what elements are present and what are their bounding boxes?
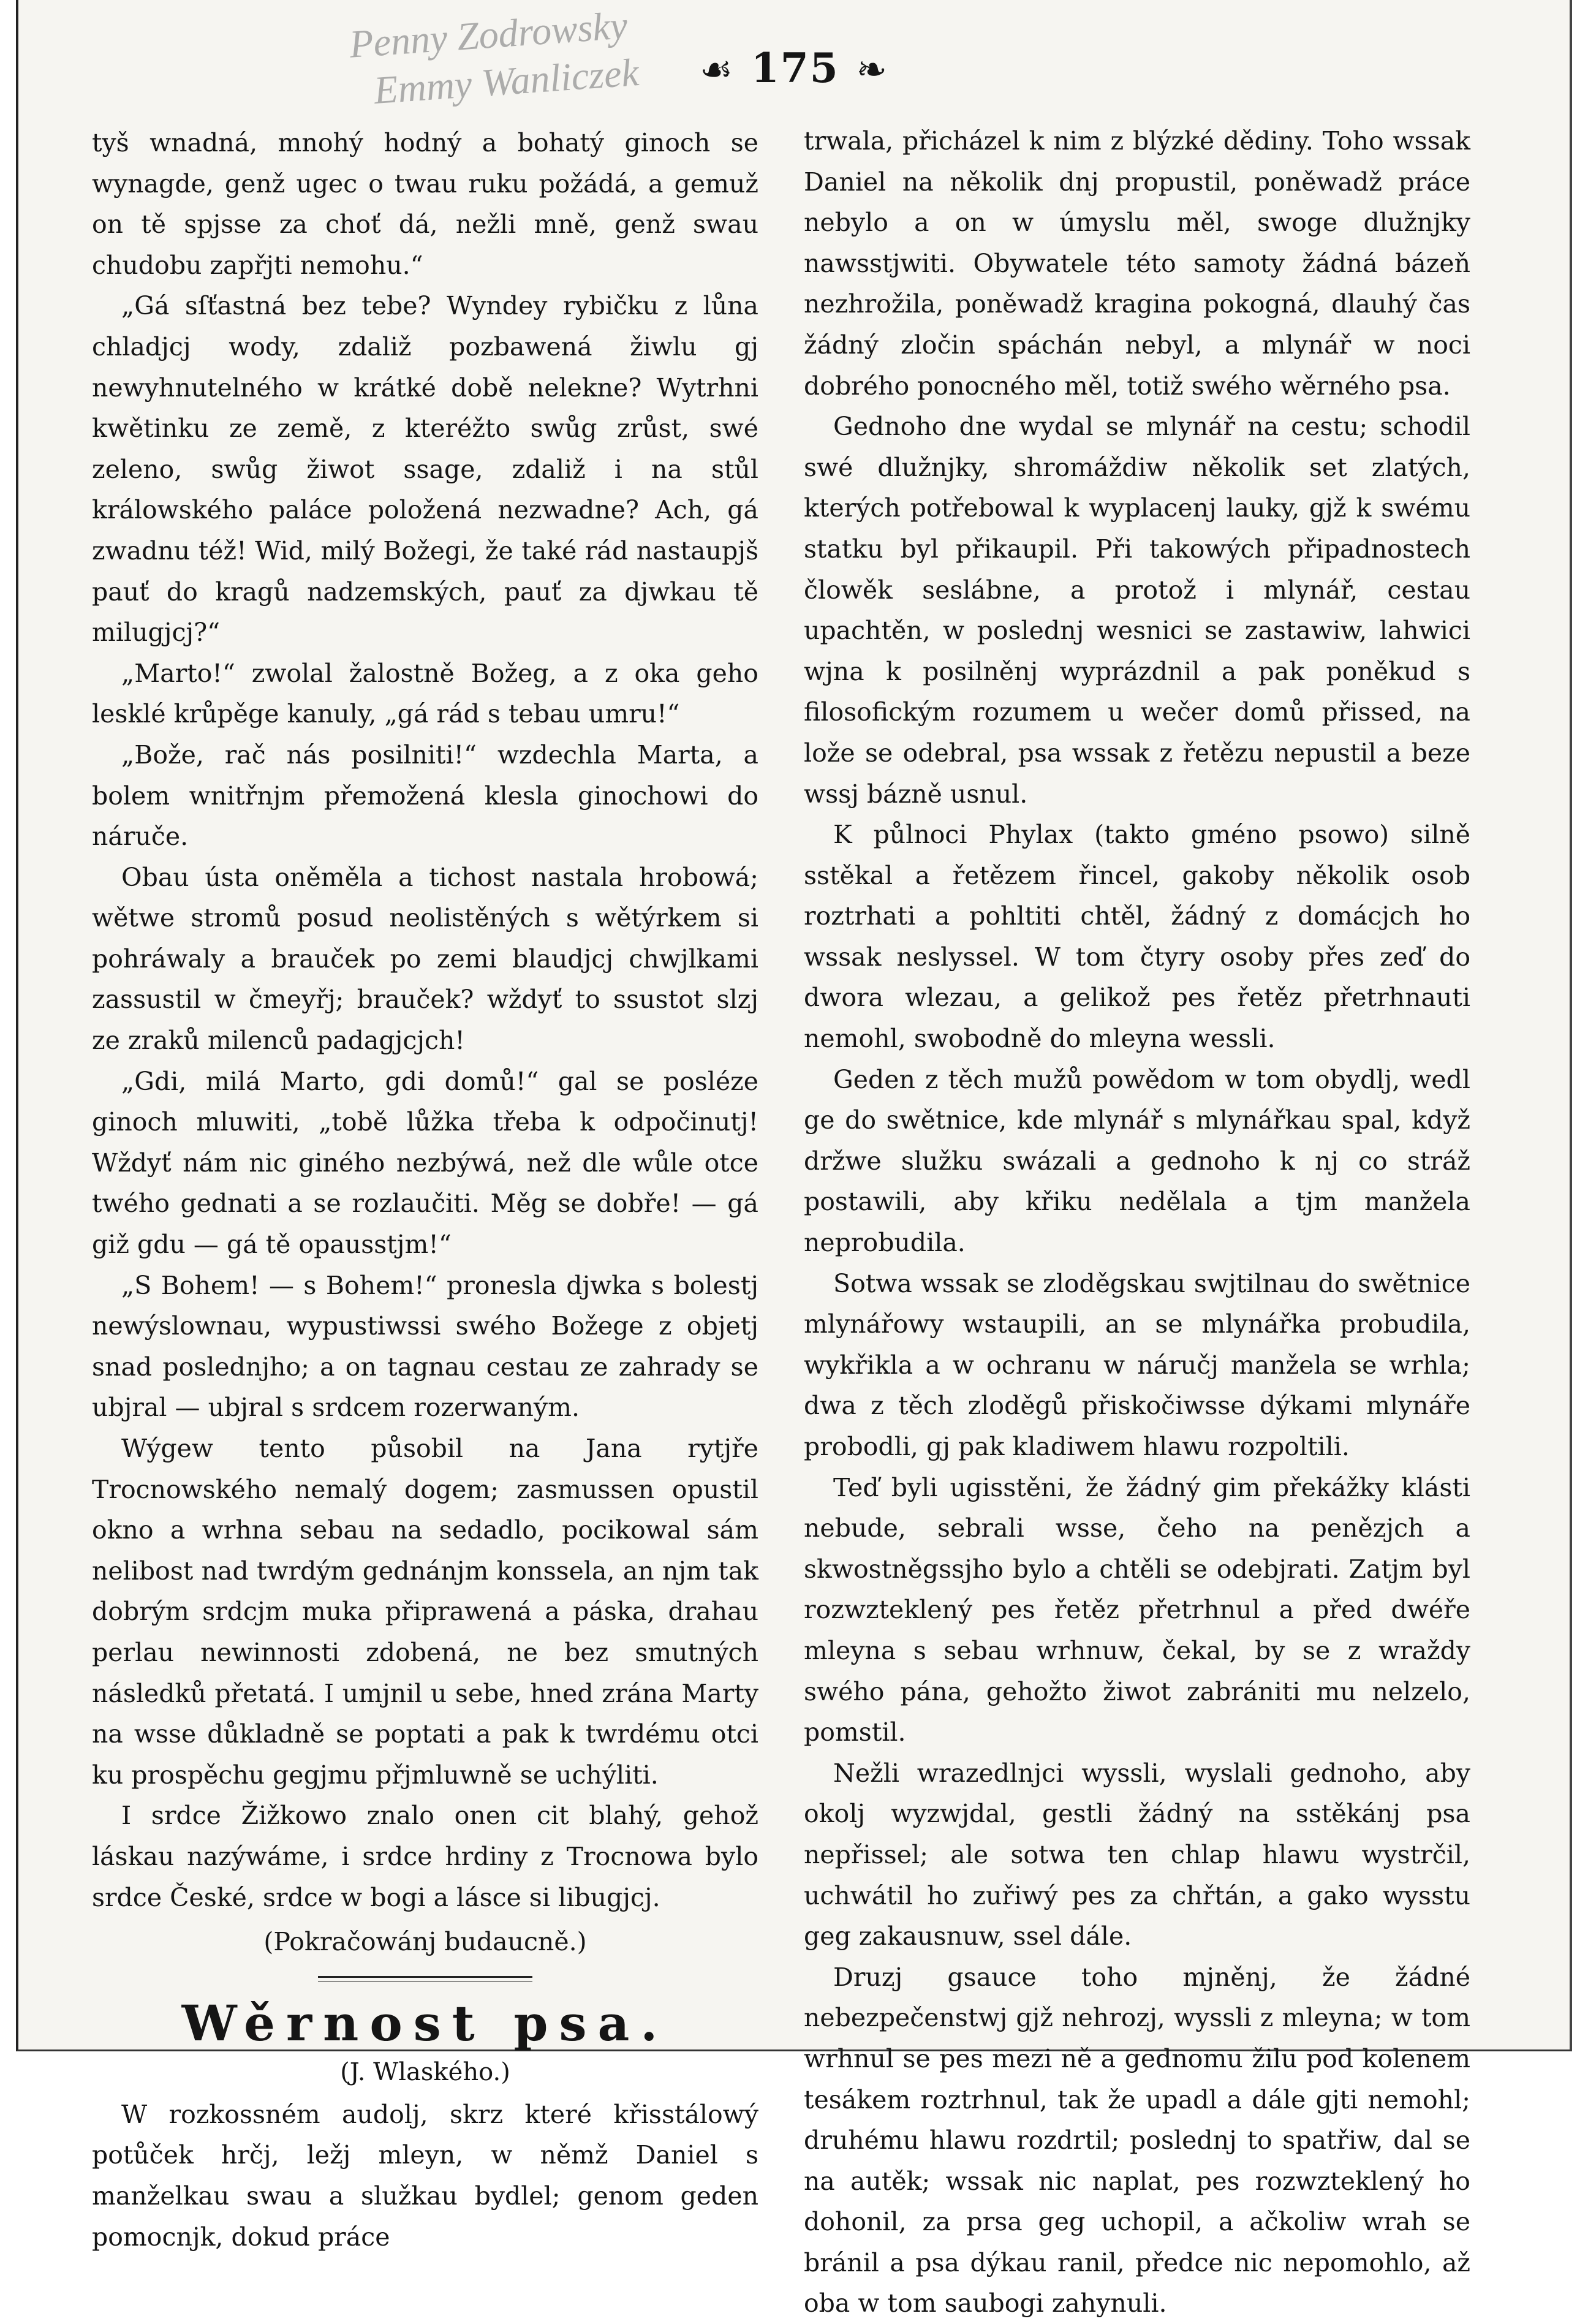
ornament-left-icon: ☙ <box>700 48 734 91</box>
paragraph: Druzj gsauce toho mjněnj, že žádné nebezpečenstwj gjž nehrozj, wyssli z mleyna; w tom wrhnul se pes mezi ně a gednomu žilu pod kolenem tesákem roztrhnul, tak že upadl a dále gjti nemohl; druhému hlawu rozdrtil; poslednj to spatřiw, dal se na autěk; wssak nic naplat, pes rozwzteklený ho dohonil, za prsa geg uchopil, a ačkoliw wrah se bránil a psa dýkau ranil, předce nic nepomohlo, až oba w tom saubogi zahynuli. <box>804 1962 1470 2318</box>
paragraph: W rozkossném audolj, skrz které křisstálowý potůček hrčj, ležj mleyn, w němž Daniel s manželkau swau a služkau bydlel; genom geden pomocnjk, dokud práce <box>92 2099 758 2252</box>
paragraph: Wýgew tento působil na Jana rytjře Trocnowského nemalý dogem; zasmussen opustil okno a wrhna sebau na sedadlo, pocikowal sám nelibost nad twrdým gednánjm konssela, an njm tak dobrým srdcjm muka připrawená a páska, drahau perlau newinnosti zdobená, ne bez smutných následků přetatá. I umjnil u sebe, hned zrána Marty na wsse důkladně se poptati a pak k twrdému otci ku prospěchu gegjmu přjmluwně se uchýliti. <box>92 1434 758 1790</box>
paragraph: Teď byli ugisstěni, že žádný gim překážky klásti nebude, sebrali wsse, čeho na penězjch a skwostněgssjho bylo a chtěli se odebjrati. Zatjm byl rozwzteklený pes řetěz přetrhnul a před dwéře mleyna s sebau wrhnuw, čekal, by se z wraždy swého pána, gehožto žiwot zabrániti mu nelzelo, pomstil. <box>804 1472 1470 1747</box>
signature-1: Penny Zodrowsky <box>348 3 629 66</box>
signature-2: Emmy Wanliczek <box>372 50 640 113</box>
paragraph: „Gdi, milá Marto, gdi domů!“ gal se posléze ginoch mluwiti, „tobě lůžka třeba k odpočinutj! Wždyť nám nic giného nezbýwá, než dle wůle otce twého gednati a se rozlaučiti. Měg se dobře! — gá giž gdu — gá tě opausstjm!“ <box>92 1066 758 1260</box>
paragraph: K půlnoci Phylax (takto gméno psowo) silně sstěkal a řetězem řincel, gakoby několik osob roztrhati a pohltiti chtěl, žádný z domácjch ho wssak neslyssel. W tom čtyry osoby přes zeď do dwora wlezau, a gelikož pes řetěz přetrhnauti nemohl, swobodně do mleyna wessli. <box>804 820 1470 1054</box>
paragraph: „Marto!“ zwolal žalostně Božeg, a z oka geho lesklé krůpěge kanuly, „gá rád s tebau umru!“ <box>92 658 758 729</box>
paragraph: „S Bohem! — s Bohem!“ pronesla djwka s bolestj newýslownau, wypustiwssi swého Božege z objetj snad poslednjho; a on tagnau cestau ze zahrady se ubjral — ubjral s srdcem rozerwaným. <box>92 1270 758 1423</box>
right-column <box>804 121 1470 2324</box>
paragraph: Nežli wrazedlnjci wyssli, wyslali gednoho, aby okolj wyzwjdal, gestli žádný na sstěkánj psa nepřissel; ale sotwa ten chlap hlawu wystrčil, uchwátil ho zuřiwý pes za chřtán, a gako wysstu geg zakausnuw, ssel dále. <box>804 1758 1470 1951</box>
paragraph: „Bože, rač nás posilniti!“ wzdechla Marta, a bolem wnitřnjm přemožená klesla ginochowi do náruče. <box>92 740 758 852</box>
story-author: (J. Wlaského.) <box>340 2057 510 2086</box>
left-column <box>92 123 758 2257</box>
book-page <box>16 0 1572 2318</box>
page-header <box>18 44 1570 92</box>
paragraph: Gednoho dne wydal se mlynář na cestu; schodil swé dlužnjky, shromáždiw několik set zlatých, kterých potřebowal k wyplacenj lauky, gjž k swému statku byl přikaupil. Při takowých připadnostech člowěk seslábne, a protož i mlynář, cestau upachtěn, w poslednj wesnici se zastawiw, lahwici wjna k posilněnj wyprázdnil a pak poněkud s filosofickým rozumem u wečer domů přissed, na lože se odebral, psa wssak z řetězu nepustil a beze wssj bázně usnul. <box>804 412 1470 809</box>
paragraph: „Gá sſťastná bez tebe? Wyndey rybičku z lůna chladjcj wody, zdaliž pozbawená žiwlu gj newyhnutelného w krátké době nelekne? Wytrhni kwětinku ze země, z kteréžto swůg zrůst, swé zeleno, swůg žiwot ssage, zdaliž i na stůl králowského paláce položená nezwadne? Ach, gá zwadnu též! Wid, milý Božegi, že také rád nastaupjš pauť do kragů nadzemských, pauť za djwkau tě milugjcj?“ <box>92 291 758 648</box>
story-title: Wěrnost psa. <box>181 1994 669 2052</box>
ornament-right-icon: ❧ <box>856 48 888 91</box>
paragraph: I srdce Žižkowo znalo onen cit blahý, gehož láskau nazýwáme, i srdce hrdiny z Trocnowa bylo srdce České, srdce w bogi a lásce si libugjcj. <box>92 1801 758 1912</box>
paragraph: Sotwa wssak se zloděgskau swjtilnau do swětnice mlynářowy wstaupili, an se mlynářka probudila, wykřikla a w ochranu w náručj manžela se wrhla; dwa z těch zloděgů přiskočiwsse dýkami mlynáře probodli, gj pak kladiwem hlawu rozpoltili. <box>804 1268 1470 1461</box>
paragraph: Obau ústa oněměla a tichost nastala hrobowá; wětwe stromů posud neolistěných s wětýrkem si pohráwaly a brauček po zemi blaudjcj chwjlkami zassustil w čmeyřj; brauček? wždyť to ssustot slzj ze zraků milenců padagjcjch! <box>92 862 758 1056</box>
paragraph: trwala, přicházel k nim z blýzké dědiny. Toho wssak Daniel na několik dnj propustil, poněwadž práce nebylo a on w úmyslu měl, swoge dlužnjky nawsstjwiti. Obywatele této samoty žádná bázeň nezhrožila, poněwadž kragina pokogná, dlauhý čas žádný zločin spáchán nebyl, a mlynář w noci dobrého ponocného měl, totiž swého wěrného psa. <box>804 126 1470 401</box>
paragraph: Geden z těch mužů powědom w tom obydlj, wedl ge do swětnice, kde mlynář s mlynářkau spal, když držwe služku swázali a gednoho k nj co stráž postawili, aby křiku nedělala a tjm manžela neprobudila. <box>804 1064 1470 1258</box>
paragraph: tyš wnadná, mnohý hodný a bohatý ginoch se wynagde, genž ugec o twau ruku požádá, a gemuž on tě spjsse za choť dá, nežli mně, genž swau chudobu zapřjti nemohu.“ <box>92 128 758 280</box>
continued-note: (Pokračowánj budaucně.) <box>263 1927 587 1957</box>
page-number: 175 <box>751 44 839 92</box>
section-divider <box>318 1976 532 1981</box>
